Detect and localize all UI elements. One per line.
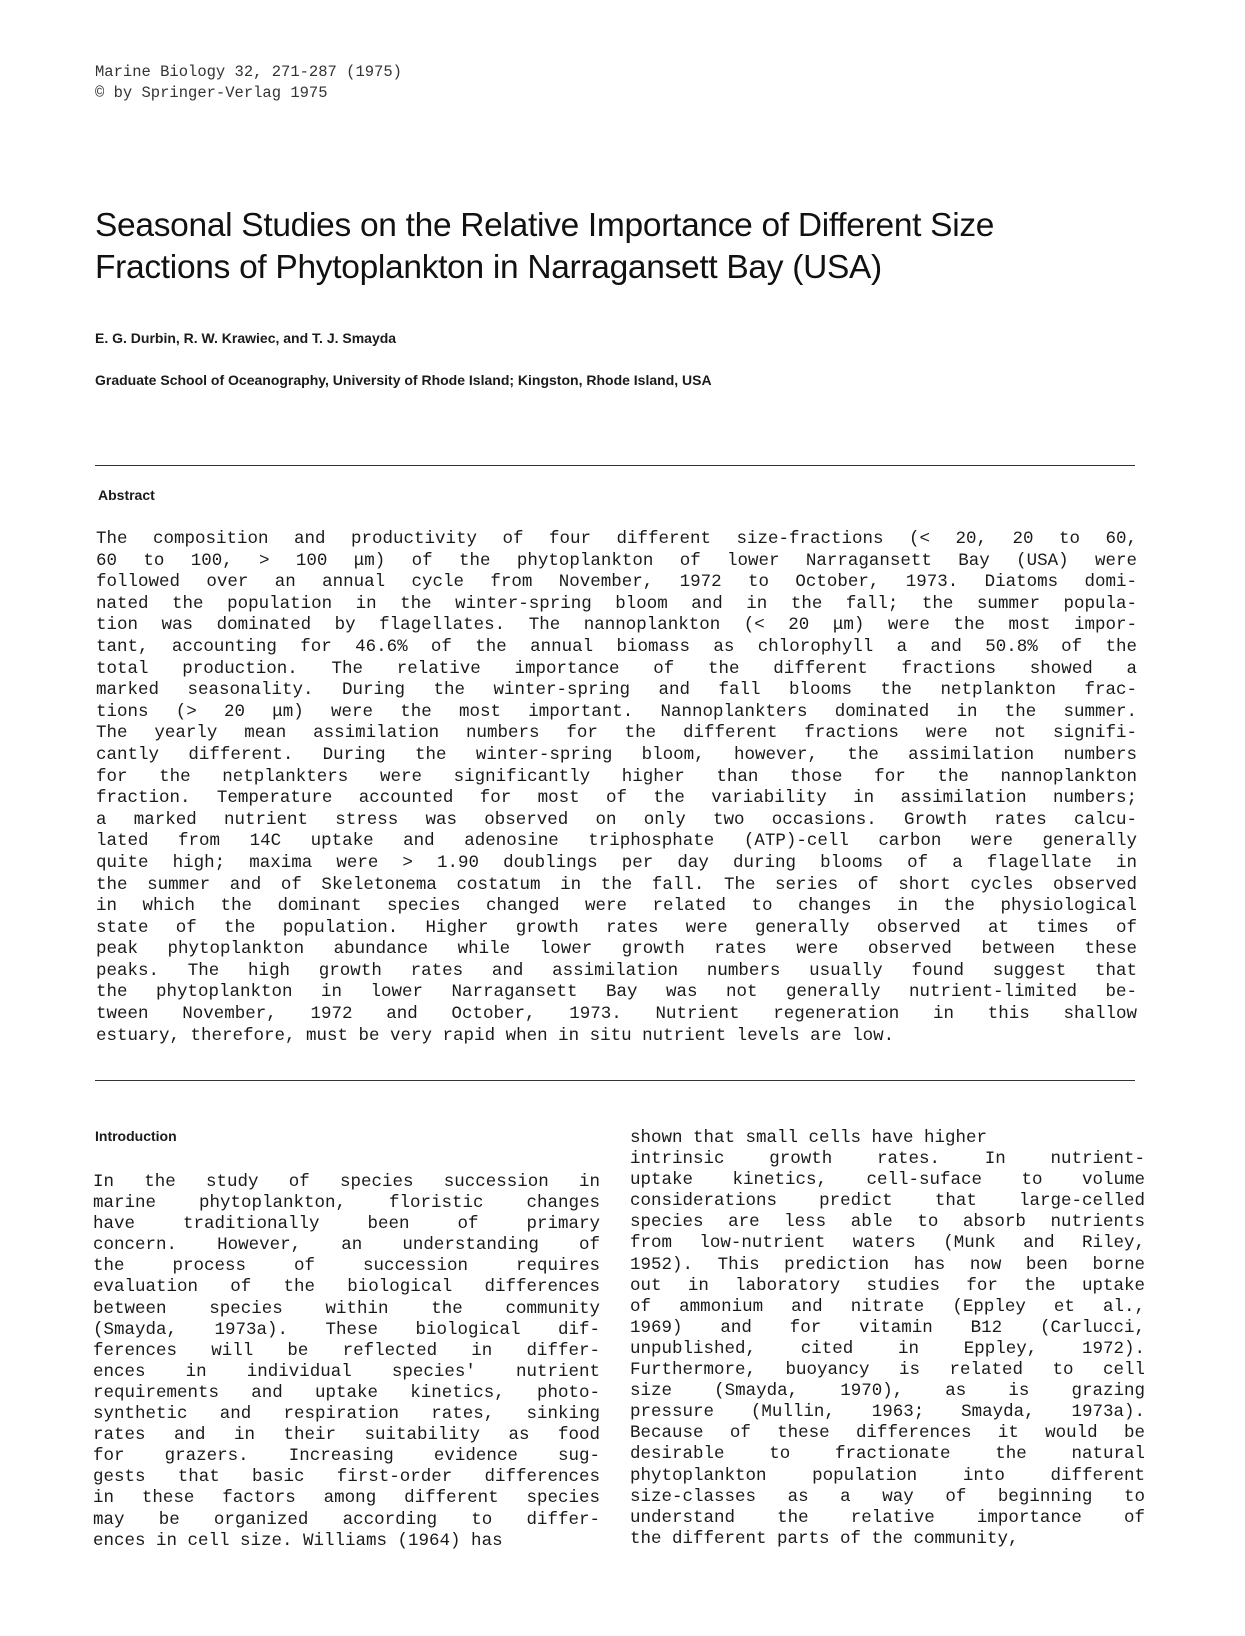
intro-right-line: considerations predict that large-celled	[630, 1191, 1145, 1212]
intro-right-line: intrinsic growth rates. In nutrient-	[630, 1149, 1145, 1170]
abstract-line: for the netplankters were significantly higher than those for the nannoplankton	[96, 766, 1137, 787]
abstract-line: The yearly mean assimilation numbers for the different fractions were not signifi-	[96, 723, 1137, 744]
intro-left-line: have traditionally been of primary	[93, 1214, 600, 1235]
intro-right-line: Furthermore, buoyancy is related to cell	[630, 1360, 1145, 1381]
intro-right-line: size (Smayda, 1970), as is grazing	[630, 1381, 1145, 1402]
intro-right-line: shown that small cells have higher	[630, 1128, 988, 1148]
intro-right-line: pressure (Mullin, 1963; Smayda, 1973a).	[630, 1402, 1145, 1423]
introduction-column-right	[630, 1128, 1145, 1550]
intro-left-line: requirements and uptake kinetics, photo-	[93, 1382, 600, 1403]
intro-left-line: marine phytoplankton, floristic changes	[93, 1193, 600, 1214]
intro-right-line: size-classes as a way of beginning to	[630, 1486, 1145, 1507]
intro-left-line: the process of succession requires	[93, 1256, 600, 1277]
abstract-line: quite high; maxima were > 1.90 doublings per day during blooms of a flagellate in	[96, 852, 1137, 873]
affiliation: Graduate School of Oceanography, University of Rhode Island; Kingston, Rhode Island, USA	[95, 372, 712, 388]
intro-left-line: rates and in their suitability as food	[93, 1425, 600, 1446]
intro-right-line: Because of these differences it would be	[630, 1423, 1145, 1444]
journal-copyright: © by Springer-Verlag 1975	[95, 84, 328, 102]
intro-right-line: understand the relative importance of	[630, 1507, 1145, 1528]
abstract-line: state of the population. Higher growth rates were generally observed at times of	[96, 917, 1137, 938]
abstract-line: fraction. Temperature accounted for most of the variability in assimilation numbers;	[96, 788, 1137, 809]
abstract-line: tween November, 1972 and October, 1973. Nutrient regeneration in this shallow	[96, 1004, 1137, 1025]
intro-right-line: uptake kinetics, cell-suface to volume	[630, 1170, 1145, 1191]
top-divider	[95, 465, 1135, 466]
abstract-line: total production. The relative importance of the different fractions showed a	[96, 658, 1137, 679]
intro-left-line: may be organized according to differ-	[93, 1509, 600, 1530]
intro-right-line: from low-nutrient waters (Munk and Riley,	[630, 1233, 1145, 1254]
title-line-2: Fractions of Phytoplankton in Narragansett Bay (USA)	[95, 249, 882, 286]
intro-left-line: for grazers. Increasing evidence sug-	[93, 1446, 600, 1467]
abstract-line: followed over an annual cycle from November, 1972 to October, 1973. Diatoms domi-	[96, 572, 1137, 593]
abstract-line: lated from 14C uptake and adenosine triphosphate (ATP)-cell carbon were generally	[96, 831, 1137, 852]
intro-right-line: 1952). This prediction has now been borne	[630, 1254, 1145, 1275]
abstract-line: tion was dominated by flagellates. The nannoplankton (< 20 μm) were the most impor-	[96, 615, 1137, 636]
intro-right-line: out in laboratory studies for the uptake	[630, 1275, 1145, 1296]
abstract-line: tions (> 20 μm) were the most important. Nannoplankters dominated in the summer.	[96, 701, 1137, 722]
abstract-line: 60 to 100, > 100 μm) of the phytoplankton of lower Narragansett Bay (USA) were	[96, 550, 1137, 571]
intro-left-line: evaluation of the biological differences	[93, 1277, 600, 1298]
bottom-divider	[95, 1080, 1135, 1081]
intro-left-line: synthetic and respiration rates, sinking	[93, 1404, 600, 1425]
authors: E. G. Durbin, R. W. Krawiec, and T. J. Smayda	[95, 330, 397, 346]
abstract-line: cantly different. During the winter-spring bloom, however, the assimilation numbers	[96, 744, 1137, 765]
paper-title	[95, 205, 1155, 289]
abstract-line: a marked nutrient stress was observed on only two occasions. Growth rates calcu-	[96, 809, 1137, 830]
abstract-line: peak phytoplankton abundance while lower growth rates were observed between these	[96, 939, 1137, 960]
introduction-heading: Introduction	[95, 1128, 177, 1144]
abstract-line: in which the dominant species changed were related to changes in the physiological	[96, 896, 1137, 917]
intro-left-line: ences in individual species' nutrient	[93, 1361, 600, 1382]
abstract-line: The composition and productivity of four different size-fractions (< 20, 20 to 60,	[96, 529, 1137, 549]
intro-right-line: phytoplankton population into different	[630, 1465, 1145, 1486]
abstract-body	[96, 529, 1137, 1047]
intro-right-line: species are less able to absorb nutrients	[630, 1212, 1145, 1233]
intro-right-line: unpublished, cited in Eppley, 1972).	[630, 1338, 1145, 1359]
abstract-line: the phytoplankton in lower Narragansett Bay was not generally nutrient-limited be-	[96, 982, 1137, 1003]
intro-left-line: In the study of species succession in	[93, 1172, 600, 1192]
intro-right-line: 1969) and for vitamin B12 (Carlucci,	[630, 1317, 1145, 1338]
abstract-heading: Abstract	[98, 487, 155, 503]
intro-right-line: the different parts of the community,	[630, 1528, 1019, 1549]
journal-citation: Marine Biology 32, 271-287 (1975)	[95, 63, 402, 81]
abstract-line: marked seasonality. During the winter-spring and fall blooms the netplankton frac-	[96, 680, 1137, 701]
title-line-1: Seasonal Studies on the Relative Importance of Different Size	[95, 207, 995, 244]
intro-left-line: ences in cell size. Williams (1964) has	[93, 1530, 503, 1551]
intro-right-line: desirable to fractionate the natural	[630, 1444, 1145, 1465]
intro-right-line: of ammonium and nitrate (Eppley et al.,	[630, 1296, 1145, 1317]
intro-left-line: in these factors among different species	[93, 1488, 600, 1509]
abstract-line: nated the population in the winter-spring bloom and in the fall; the summer popula-	[96, 593, 1137, 614]
abstract-line: peaks. The high growth rates and assimilation numbers usually found suggest that	[96, 960, 1137, 981]
intro-left-line: ferences will be reflected in differ-	[93, 1340, 600, 1361]
abstract-line: estuary, therefore, must be very rapid when in situ nutrient levels are low.	[96, 1025, 895, 1046]
intro-left-line: concern. However, an understanding of	[93, 1235, 600, 1256]
intro-left-line: (Smayda, 1973a). These biological dif-	[93, 1319, 600, 1340]
intro-left-line: gests that basic first-order differences	[93, 1467, 600, 1488]
abstract-line: tant, accounting for 46.6% of the annual biomass as chlorophyll a and 50.8% of the	[96, 636, 1137, 657]
journal-header	[95, 62, 402, 104]
introduction-column-left	[93, 1172, 600, 1552]
abstract-line: the summer and of Skeletonema costatum in the fall. The series of short cycles observed	[96, 874, 1137, 895]
intro-left-line: between species within the community	[93, 1298, 600, 1319]
